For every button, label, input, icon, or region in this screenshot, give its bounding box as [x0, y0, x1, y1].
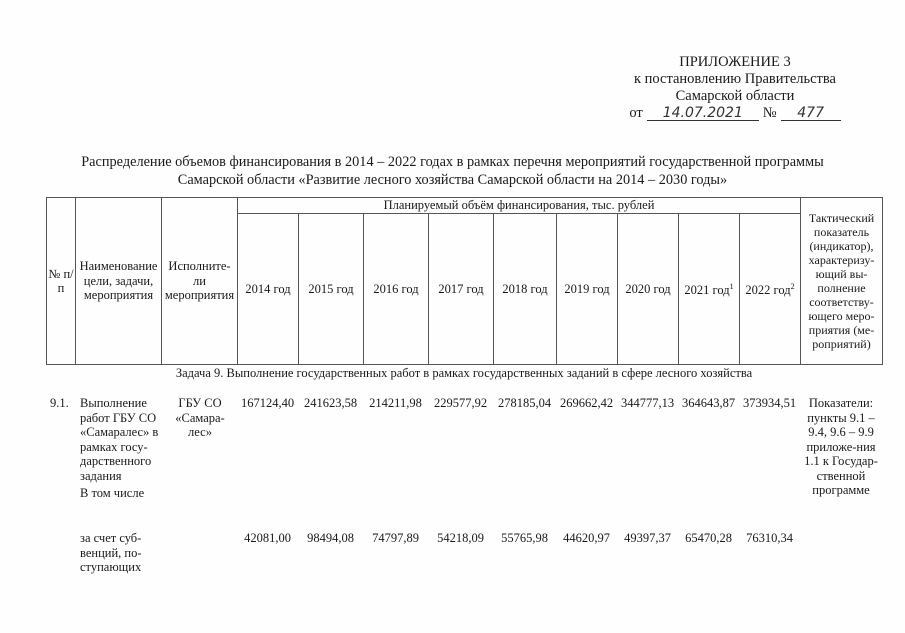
header-indicator: Тактический показатель (индикатор), характеризу-ющий вы-полнение соответству-ющего меро-приятия (ме-роприятий)	[801, 198, 883, 365]
title-line-2: Самарской области «Развитие лесного хозяйства Самарской области на 2014 – 2030 годы»	[177, 172, 728, 188]
document-title	[30, 153, 875, 189]
title-line-1: Распределение объемов финансирования в 2014 – 2022 годах в рамках перечня мероприятий государственной программы	[81, 154, 824, 170]
funding-table-header	[46, 197, 883, 365]
row-9-1-executor: ГБУ СО «Самара-лес»	[175, 396, 225, 439]
row-in-total-label: В том числе	[80, 486, 145, 500]
row-9-1-value-2018: 278185,04	[497, 396, 552, 410]
row-9-1-value-2015: 241623,58	[303, 396, 358, 410]
row-subvention-value-2019: 44620,97	[563, 531, 610, 545]
row-9-1-value-2016: 214211,98	[369, 396, 422, 410]
row-9-1-value-2022: 373934,51	[742, 396, 797, 410]
handwritten-number: 477	[781, 106, 841, 121]
footnote-2: 2	[790, 282, 795, 292]
number-sign: №	[762, 105, 777, 121]
header-year-2016: 2016 год	[364, 214, 429, 365]
row-9-1-name: Выполнение работ ГБУ СО «Самаралес» в рамках госу-дарственного задания	[80, 396, 159, 483]
appendix-title: ПРИЛОЖЕНИЕ 3	[679, 54, 791, 70]
header-year-2014: 2014 год	[238, 214, 299, 365]
row-subvention-value-2015: 98494,08	[307, 531, 354, 545]
header-funding-group: Планируемый объём финансирования, тыс. рублей	[238, 198, 801, 214]
row-9-1-value-2019: 269662,42	[559, 396, 614, 410]
header-year-2020: 2020 год	[618, 214, 679, 365]
handwritten-date: 14.07.2021	[647, 106, 759, 121]
row-subvention-value-2021: 65470,28	[685, 531, 732, 545]
row-subvention-value-2016: 74797,89	[372, 531, 419, 545]
row-9-1-value-2014: 167124,40	[240, 396, 295, 410]
row-9-1-num: 9.1.	[50, 396, 69, 410]
row-9-1-value-2017: 229577,92	[433, 396, 488, 410]
task-heading: Задача 9. Выполнение государственных работ в рамках государственных заданий в сфере лесного хозяйства	[175, 366, 753, 380]
header-executor: Исполните-ли мероприятия	[162, 198, 238, 365]
row-9-1-value-2020: 344777,13	[620, 396, 675, 410]
header-name: Наименование цели, задачи, мероприятия	[76, 198, 162, 365]
row-subvention-name: за счет суб-венций, по-ступающих	[80, 531, 142, 574]
appendix-header	[600, 54, 870, 122]
row-subvention-value-2020: 49397,37	[624, 531, 671, 545]
row-subvention-value-2017: 54218,09	[437, 531, 484, 545]
appendix-region: Самарской области	[675, 88, 795, 104]
row-9-1-value-2021: 364643,87	[681, 396, 736, 410]
header-year-2022: 2022 год$^2$	[740, 214, 801, 365]
date-prefix: от	[629, 105, 643, 121]
appendix-signature-line	[600, 105, 870, 122]
header-num: № п/п	[47, 198, 76, 365]
footnote-1: 1	[729, 282, 734, 292]
appendix-resolution: к постановлению Правительства	[634, 71, 836, 87]
header-year-2018: 2018 год	[494, 214, 557, 365]
header-year-2019: 2019 год	[557, 214, 618, 365]
header-year-2015: 2015 год	[299, 214, 364, 365]
row-9-1-indicator: Показатели: пункты 9.1 – 9.4, 9.6 – 9.9 приложе-ния 1.1 к Государ-ственной программе	[804, 396, 878, 497]
row-subvention-value-2018: 55765,98	[501, 531, 548, 545]
row-subvention-value-2014: 42081,00	[244, 531, 291, 545]
header-year-2017: 2017 год	[429, 214, 494, 365]
row-subvention-value-2022: 76310,34	[746, 531, 793, 545]
header-year-2021: 2021 год$^1$	[679, 214, 740, 365]
